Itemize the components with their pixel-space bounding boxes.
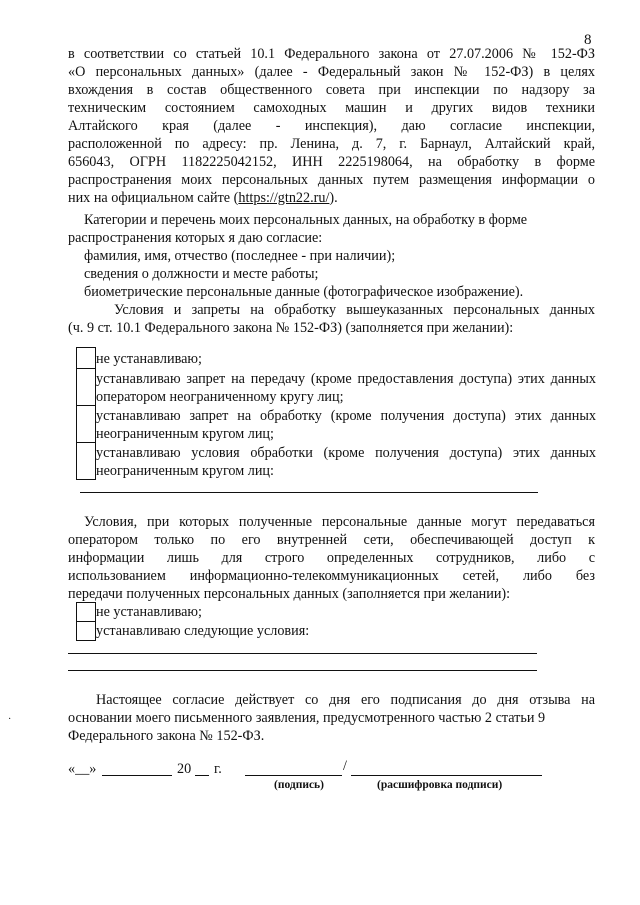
option-checkbox[interactable] (76, 405, 96, 443)
text-line: информации лишь для строго определенных сотрудников, либо с (68, 550, 595, 566)
page-number: 8 (584, 32, 592, 48)
signature-caption: (подпись) (274, 779, 324, 791)
date-day-field[interactable]: «__» (68, 761, 97, 777)
text-line: них на официальном сайте (https://gtn22.ru/). (68, 190, 338, 206)
text-line: Алтайского края (далее - инспекция), даю согласие инспекции, (68, 118, 595, 134)
option-label: устанавливаю запрет на передачу (кроме предоставления доступа) этих данных оператором неограниченному кругу лиц; (96, 371, 596, 405)
category-item: сведения о должности и месте работы; (84, 266, 319, 282)
fill-in-line[interactable] (68, 670, 537, 671)
categories-heading: распространения которых я даю согласие: (68, 230, 323, 246)
conditions-heading: Условия и запреты на обработку вышеуказанных персональных данных (114, 302, 595, 318)
text-line: основании моего письменного заявления, предусмотренного частью 2 статьи 9 (68, 710, 546, 726)
text-line: «О персональных данных» (далее - Федеральный закон № 152-ФЗ) в целях (68, 64, 595, 80)
signature-line[interactable] (245, 775, 342, 776)
decoding-caption: (расшифровка подписи) (377, 779, 503, 791)
year-line[interactable] (195, 775, 209, 776)
option-label: не устанавливаю; (96, 604, 202, 620)
option-label: не устанавливаю; (96, 351, 202, 367)
text-line: в соответствии со статьей 10.1 Федерального закона от 27.07.2006 № 152-ФЗ (68, 46, 595, 62)
date-month-line[interactable] (102, 775, 172, 776)
conditions-heading: (ч. 9 ст. 10.1 Федерального закона № 152-ФЗ) (заполняется при желании): (68, 320, 514, 336)
text-line: 656043, ОГРН 1182225042152, ИНН 2225198064, на обработку в форме (68, 154, 595, 170)
year-suffix: г. (214, 761, 222, 777)
fill-in-line[interactable] (80, 492, 538, 493)
categories-heading: Категории и перечень моих персональных данных, на обработку в форме (84, 212, 528, 228)
option-checkbox[interactable] (76, 442, 96, 480)
text-line: техническим состоянием самоходных машин и других видов техники (68, 100, 595, 116)
text-line: оператором только по его внутренней сети, обеспечивающей доступ к (68, 532, 595, 548)
website-link[interactable]: https://gtn22.ru/ (238, 190, 330, 206)
text-line: вхождения в состав общественного совета при инспекции по надзору за (68, 82, 595, 98)
option-label: устанавливаю следующие условия: (96, 623, 310, 639)
option-checkbox[interactable] (76, 621, 96, 641)
text-line: Условия, при которых полученные персональные данные могут передаваться (84, 514, 595, 530)
fill-in-line[interactable] (68, 653, 537, 654)
category-item: фамилия, имя, отчество (последнее - при наличии); (84, 248, 396, 264)
text-line: распространения моих персональных данных путем размещения информации о (68, 172, 595, 188)
text-line: передачи полученных персональных данных (заполняется при желании): (68, 586, 511, 602)
text-line: Федерального закона № 152-ФЗ. (68, 728, 265, 744)
option-checkbox[interactable] (76, 368, 96, 406)
year-prefix: 20 (177, 761, 192, 777)
text-line: использованием информационно-телекоммуникационных сетей, либо без (68, 568, 595, 584)
option-checkbox[interactable] (76, 347, 96, 369)
option-checkbox[interactable] (76, 602, 96, 622)
text-line: расположенной по адресу: пр. Ленина, д. 7, г. Барнаул, Алтайский край, (68, 136, 595, 152)
text-line: Настоящее согласие действует со дня его подписания до дня отзыва на (96, 692, 595, 708)
slash: / (343, 758, 347, 774)
option-label: устанавливаю условия обработки (кроме получения доступа) этих данных неограниченным кругом лиц: (96, 445, 596, 479)
category-item: биометрические персональные данные (фотографическое изображение). (84, 284, 524, 300)
option-label: устанавливаю запрет на обработку (кроме получения доступа) этих данных неограниченным кругом лиц; (96, 408, 596, 442)
decoding-line[interactable] (351, 775, 542, 776)
scan-mark: · (8, 714, 12, 725)
